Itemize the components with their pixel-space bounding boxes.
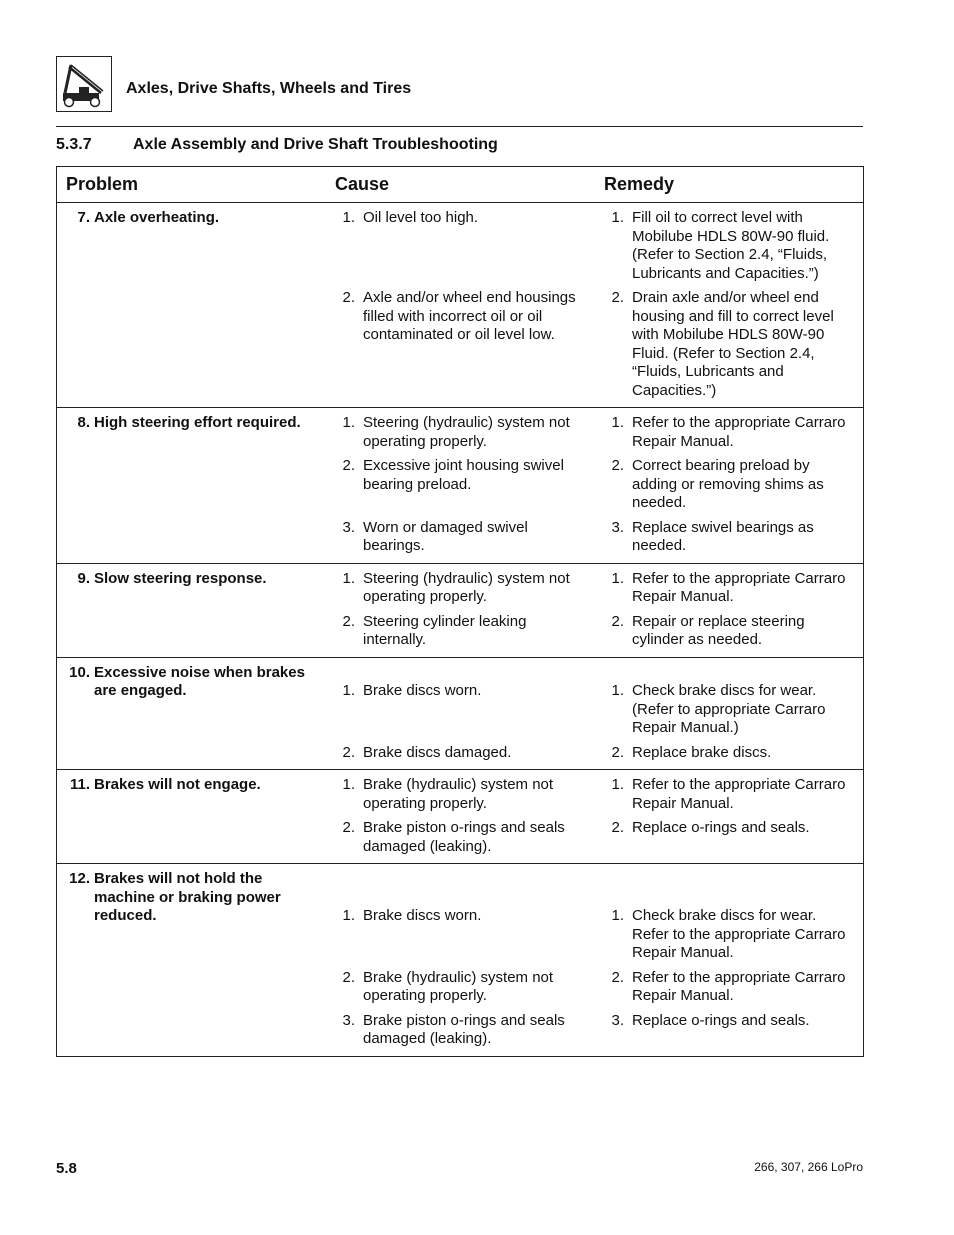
remedy-text: Replace brake discs. [632, 743, 772, 761]
cause-item [342, 518, 591, 556]
problem-text: Brakes will not hold the machine or braking power reduced. [94, 870, 281, 924]
problem-number: 10. [69, 663, 90, 681]
remedy-number: 2. [611, 289, 624, 306]
cause-remedy-pair [57, 519, 863, 556]
remedy-number: 1. [611, 682, 624, 699]
cause-remedy-pair [57, 819, 863, 856]
remedy-number: 2. [611, 743, 624, 761]
remedy-text: Repair or replace steering cylinder as needed. [632, 612, 805, 648]
troubleshooting-table [56, 166, 864, 1057]
cause-text: Steering cylinder leaking internally. [363, 612, 527, 648]
cause-text: Steering (hydraulic) system not operating properly. [363, 414, 570, 450]
remedy-item [611, 289, 857, 400]
remedy-item [611, 569, 857, 607]
table-header [57, 167, 863, 203]
remedy-number: 1. [611, 907, 624, 924]
remedy-item [611, 907, 857, 963]
remedy-item [611, 457, 857, 513]
remedy-text: Drain axle and/or wheel end housing and fill to correct level with Mobilube HDLS 80W-90 Fluid. (Refer to Section 2.4, “Fluids, Lubricants and Capacities.”) [632, 289, 834, 399]
remedy-item [611, 743, 857, 763]
remedy-item [611, 209, 857, 283]
cause-item [342, 569, 591, 607]
problem-number: 7. [77, 209, 90, 226]
cause-item [342, 1011, 591, 1049]
remedy-text: Fill oil to correct level with Mobilube HDLS 80W-90 fluid. (Refer to Section 2.4, “Fluids, Lubricants and Capacities.”) [632, 209, 830, 282]
cause-text: Steering (hydraulic) system not operating properly. [363, 569, 570, 605]
remedy-number: 2. [611, 819, 624, 836]
problem-number: 8. [77, 414, 90, 431]
cause-number: 1. [342, 682, 355, 699]
problem-text: Brakes will not engage. [94, 776, 261, 793]
remedy-item [611, 682, 857, 738]
remedy-text: Refer to the appropriate Carraro Repair Manual. [632, 569, 846, 605]
cause-remedy-pair [57, 457, 863, 513]
remedy-item [611, 1011, 857, 1049]
table-row [57, 408, 863, 564]
remedy-number: 1. [611, 414, 624, 431]
problem-cell [69, 663, 319, 701]
cause-item [342, 457, 591, 513]
table-row [57, 864, 863, 1056]
cause-item [342, 289, 591, 400]
problem-cell [77, 414, 319, 433]
remedy-number: 1. [611, 776, 624, 793]
section-heading [56, 136, 498, 154]
cause-remedy-pair [57, 289, 863, 400]
cause-number: 2. [342, 289, 355, 306]
table-row [57, 770, 863, 864]
page-number: 5.8 [56, 1160, 77, 1177]
problem-text: Excessive noise when brakes are engaged. [94, 663, 305, 699]
column-header-problem: Problem [66, 174, 139, 194]
cause-number: 1. [342, 209, 355, 226]
model-list: 266, 307, 266 LoPro [754, 1160, 863, 1174]
cause-item [342, 612, 591, 650]
problem-cell [77, 569, 319, 589]
cause-text: Worn or damaged swivel bearings. [363, 518, 528, 554]
cause-remedy-pair [57, 1012, 863, 1049]
problem-text: Axle overheating. [94, 209, 220, 226]
cause-number: 1. [342, 776, 355, 793]
cause-number: 1. [342, 569, 355, 587]
problem-cell [69, 776, 319, 795]
cause-text: Brake piston o-rings and seals damaged (leaking). [363, 819, 565, 855]
cause-item [342, 743, 591, 763]
table-body [57, 203, 863, 1056]
header-rule [56, 126, 863, 127]
remedy-item [611, 819, 857, 856]
remedy-number: 3. [611, 1011, 624, 1029]
cause-number: 2. [342, 968, 355, 986]
problem-cell [77, 209, 319, 228]
section-number: 5.3.7 [56, 136, 92, 153]
remedy-item [611, 414, 857, 451]
cause-item [342, 907, 591, 963]
table-row [57, 564, 863, 658]
cause-text: Brake (hydraulic) system not operating properly. [363, 776, 554, 812]
remedy-text: Check brake discs for wear. Refer to the appropriate Carraro Repair Manual. [632, 907, 846, 961]
cause-text: Axle and/or wheel end housings filled with incorrect oil or oil contaminated or oil level low. [363, 289, 576, 343]
cause-number: 2. [342, 457, 355, 474]
table-row [57, 203, 863, 408]
remedy-text: Check brake discs for wear. (Refer to appropriate Carraro Repair Manual.) [632, 682, 826, 736]
cause-number: 3. [342, 518, 355, 536]
cause-number: 1. [342, 907, 355, 924]
cause-text: Excessive joint housing swivel bearing preload. [363, 457, 564, 493]
remedy-item [611, 968, 857, 1006]
table-row [57, 658, 863, 771]
problem-number: 11. [69, 776, 90, 793]
remedy-text: Refer to the appropriate Carraro Repair Manual. [632, 776, 846, 812]
cause-item [342, 819, 591, 856]
remedy-text: Correct bearing preload by adding or removing shims as needed. [632, 457, 824, 511]
cause-text: Brake discs worn. [363, 682, 482, 699]
cause-text: Brake (hydraulic) system not operating properly. [363, 968, 554, 1004]
cause-remedy-pair [57, 744, 863, 763]
section-title: Axle Assembly and Drive Shaft Troubleshooting [133, 136, 498, 153]
remedy-number: 1. [611, 209, 624, 226]
cause-text: Brake piston o-rings and seals damaged (leaking). [363, 1011, 565, 1047]
column-header-remedy: Remedy [604, 174, 675, 194]
column-header-cause: Cause [335, 174, 390, 194]
remedy-item [611, 612, 857, 650]
cause-item [342, 682, 591, 738]
remedy-number: 2. [611, 612, 624, 630]
remedy-number: 1. [611, 569, 624, 587]
cause-number: 2. [342, 743, 355, 761]
telehandler-logo-icon [56, 56, 112, 112]
cause-text: Brake discs worn. [363, 907, 482, 924]
cause-number: 1. [342, 414, 355, 431]
remedy-text: Refer to the appropriate Carraro Repair Manual. [632, 968, 846, 1004]
cause-remedy-pair [57, 969, 863, 1006]
header-title: Axles, Drive Shafts, Wheels and Tires [126, 80, 412, 97]
remedy-number: 2. [611, 457, 624, 474]
cause-number: 2. [342, 612, 355, 630]
problem-text: Slow steering response. [94, 569, 267, 587]
remedy-number: 3. [611, 518, 624, 536]
cause-number: 2. [342, 819, 355, 836]
telehandler-icon [57, 57, 111, 111]
cause-number: 3. [342, 1011, 355, 1029]
remedy-text: Replace swivel bearings as needed. [632, 518, 814, 554]
problem-number: 9. [77, 569, 90, 587]
problem-number: 12. [69, 870, 90, 887]
remedy-text: Replace o-rings and seals. [632, 819, 810, 836]
cause-item [342, 209, 591, 283]
cause-item [342, 968, 591, 1006]
cause-item [342, 776, 591, 813]
remedy-number: 2. [611, 968, 624, 986]
remedy-item [611, 518, 857, 556]
cause-text: Brake discs damaged. [363, 743, 512, 761]
remedy-text: Replace o-rings and seals. [632, 1011, 810, 1029]
cause-remedy-pair [57, 613, 863, 650]
problem-text: High steering effort required. [94, 414, 301, 431]
problem-cell [69, 870, 319, 926]
remedy-text: Refer to the appropriate Carraro Repair Manual. [632, 414, 846, 450]
cause-item [342, 414, 591, 451]
remedy-item [611, 776, 857, 813]
cause-text: Oil level too high. [363, 209, 479, 226]
